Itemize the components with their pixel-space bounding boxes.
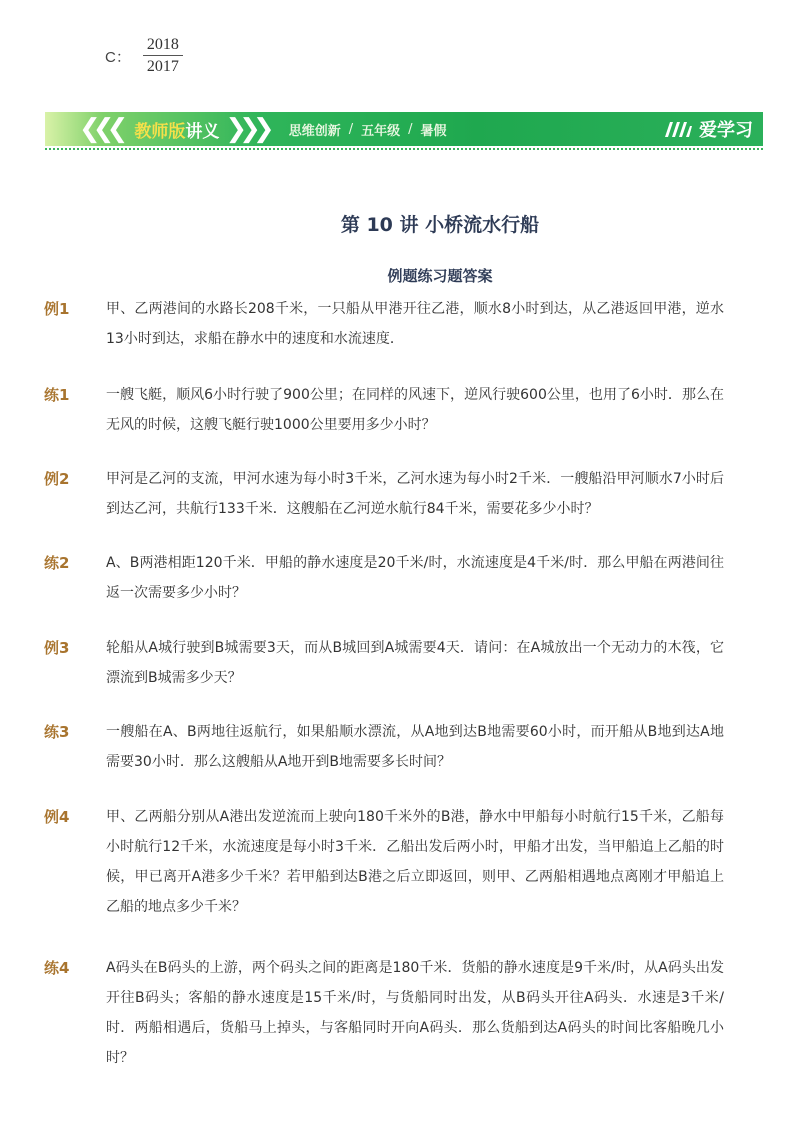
- banner-title-notes: 讲义: [185, 121, 220, 142]
- fraction-numerator: 2018: [146, 36, 179, 53]
- option-c: [105, 36, 183, 76]
- brand-mark-icon: [663, 119, 693, 139]
- problem-text: 一艘飞艇，顺风6小时行驶了900公里；在同样的风速下，逆风行驶600公里，也用了6小时．那么在无风的时候，这艘飞艇行驶1000公里要用多少小时？: [106, 387, 724, 433]
- problem-item: [44, 548, 724, 608]
- problem-item: [44, 717, 724, 777]
- header-banner: [45, 112, 763, 146]
- problem-item: [44, 633, 724, 693]
- breadcrumb-separator: /: [408, 121, 413, 137]
- problem-tag: 例4: [44, 808, 70, 826]
- problem-tag: 例3: [44, 639, 70, 657]
- problem-tag: 例2: [44, 470, 70, 488]
- problem-item: [44, 953, 724, 1073]
- problem-text: A、B两港相距120千米．甲船的静水速度是20千米/时，水流速度是4千米/时．那么甲船在两港间往返一次需要多少小时？: [106, 555, 724, 601]
- problem-text: A码头在B码头的上游，两个码头之间的距离是180千米．货船的静水速度是9千米/时，从A码头出发开往B码头；客船的静水速度是15千米/时，与货船同时出发，从B码头开往A码头．水速是3千米/时．两船相遇后，货船马上掉头，与客船同时开向A码头．那么货船到达A码头的时间比客船晚几小时？: [106, 960, 724, 1066]
- option-c-fraction: [143, 36, 183, 76]
- lecture-title: 第 10 讲 小桥流水行船: [340, 214, 540, 236]
- breadcrumb-item: 五年级: [361, 123, 401, 139]
- chevrons-left-icon: ❮❮❮: [79, 114, 121, 144]
- breadcrumb-separator: /: [348, 121, 354, 137]
- breadcrumb-item: 暑假: [420, 123, 447, 139]
- problem-tag: 例1: [44, 300, 70, 318]
- banner-title-teacher: 教师版: [134, 121, 186, 142]
- option-c-label: C：: [105, 48, 131, 66]
- problem-text: 轮船从A城行驶到B城需要3天，而从B城回到A城需要4天．请问：在A城放出一个无动力的木筏，它漂流到B城需多少天？: [106, 640, 724, 686]
- problem-item: [44, 380, 724, 440]
- brand-logo: [663, 116, 753, 142]
- problem-text: 甲河是乙河的支流，甲河水速为每小时3千米，乙河水速为每小时2千米．一艘船沿甲河顺水7小时后到达乙河，共航行133千米．这艘船在乙河逆水航行84千米，需要花多少小时？: [106, 471, 724, 517]
- dotted-divider: [45, 148, 763, 150]
- problem-tag: 练1: [44, 386, 70, 404]
- breadcrumb-item: 思维创新: [288, 123, 341, 139]
- problem-tag: 练3: [44, 723, 70, 741]
- brand-name: 爱学习: [699, 120, 753, 141]
- problem-tag: 练4: [44, 959, 70, 977]
- problem-item: [44, 802, 724, 922]
- problem-item: [44, 464, 724, 524]
- problem-text: 甲、乙两船分别从A港出发逆流而上驶向180千米外的B港，静水中甲船每小时航行15千米，乙船每小时航行12千米，水流速度是每小时3千米．乙船出发后两小时，甲船才出发，当甲船追上乙船的时候，甲已离开A港多少千米？若甲船到达B港之后立即返回，则甲、乙两船相遇地点离刚才甲船追上乙船的地点多少千米？: [106, 809, 724, 915]
- chevrons-right-icon: ❯❯❯: [225, 114, 267, 144]
- section-subtitle: 例题练习题答案: [387, 267, 493, 285]
- problem-tag: 练2: [44, 554, 70, 572]
- fraction-denominator: 2017: [146, 58, 179, 75]
- problem-item: [44, 294, 724, 354]
- problem-text: 一艘船在A、B两地往返航行，如果船顺水漂流，从A地到达B地需要60小时，而开船从B地到达A地需要30小时．那么这艘船从A地开到B地需要多长时间？: [106, 724, 724, 770]
- problem-text: 甲、乙两港间的水路长208千米，一只船从甲港开往乙港，顺水8小时到达，从乙港返回甲港，逆水13小时到达，求船在静水中的速度和水流速度．: [106, 301, 724, 347]
